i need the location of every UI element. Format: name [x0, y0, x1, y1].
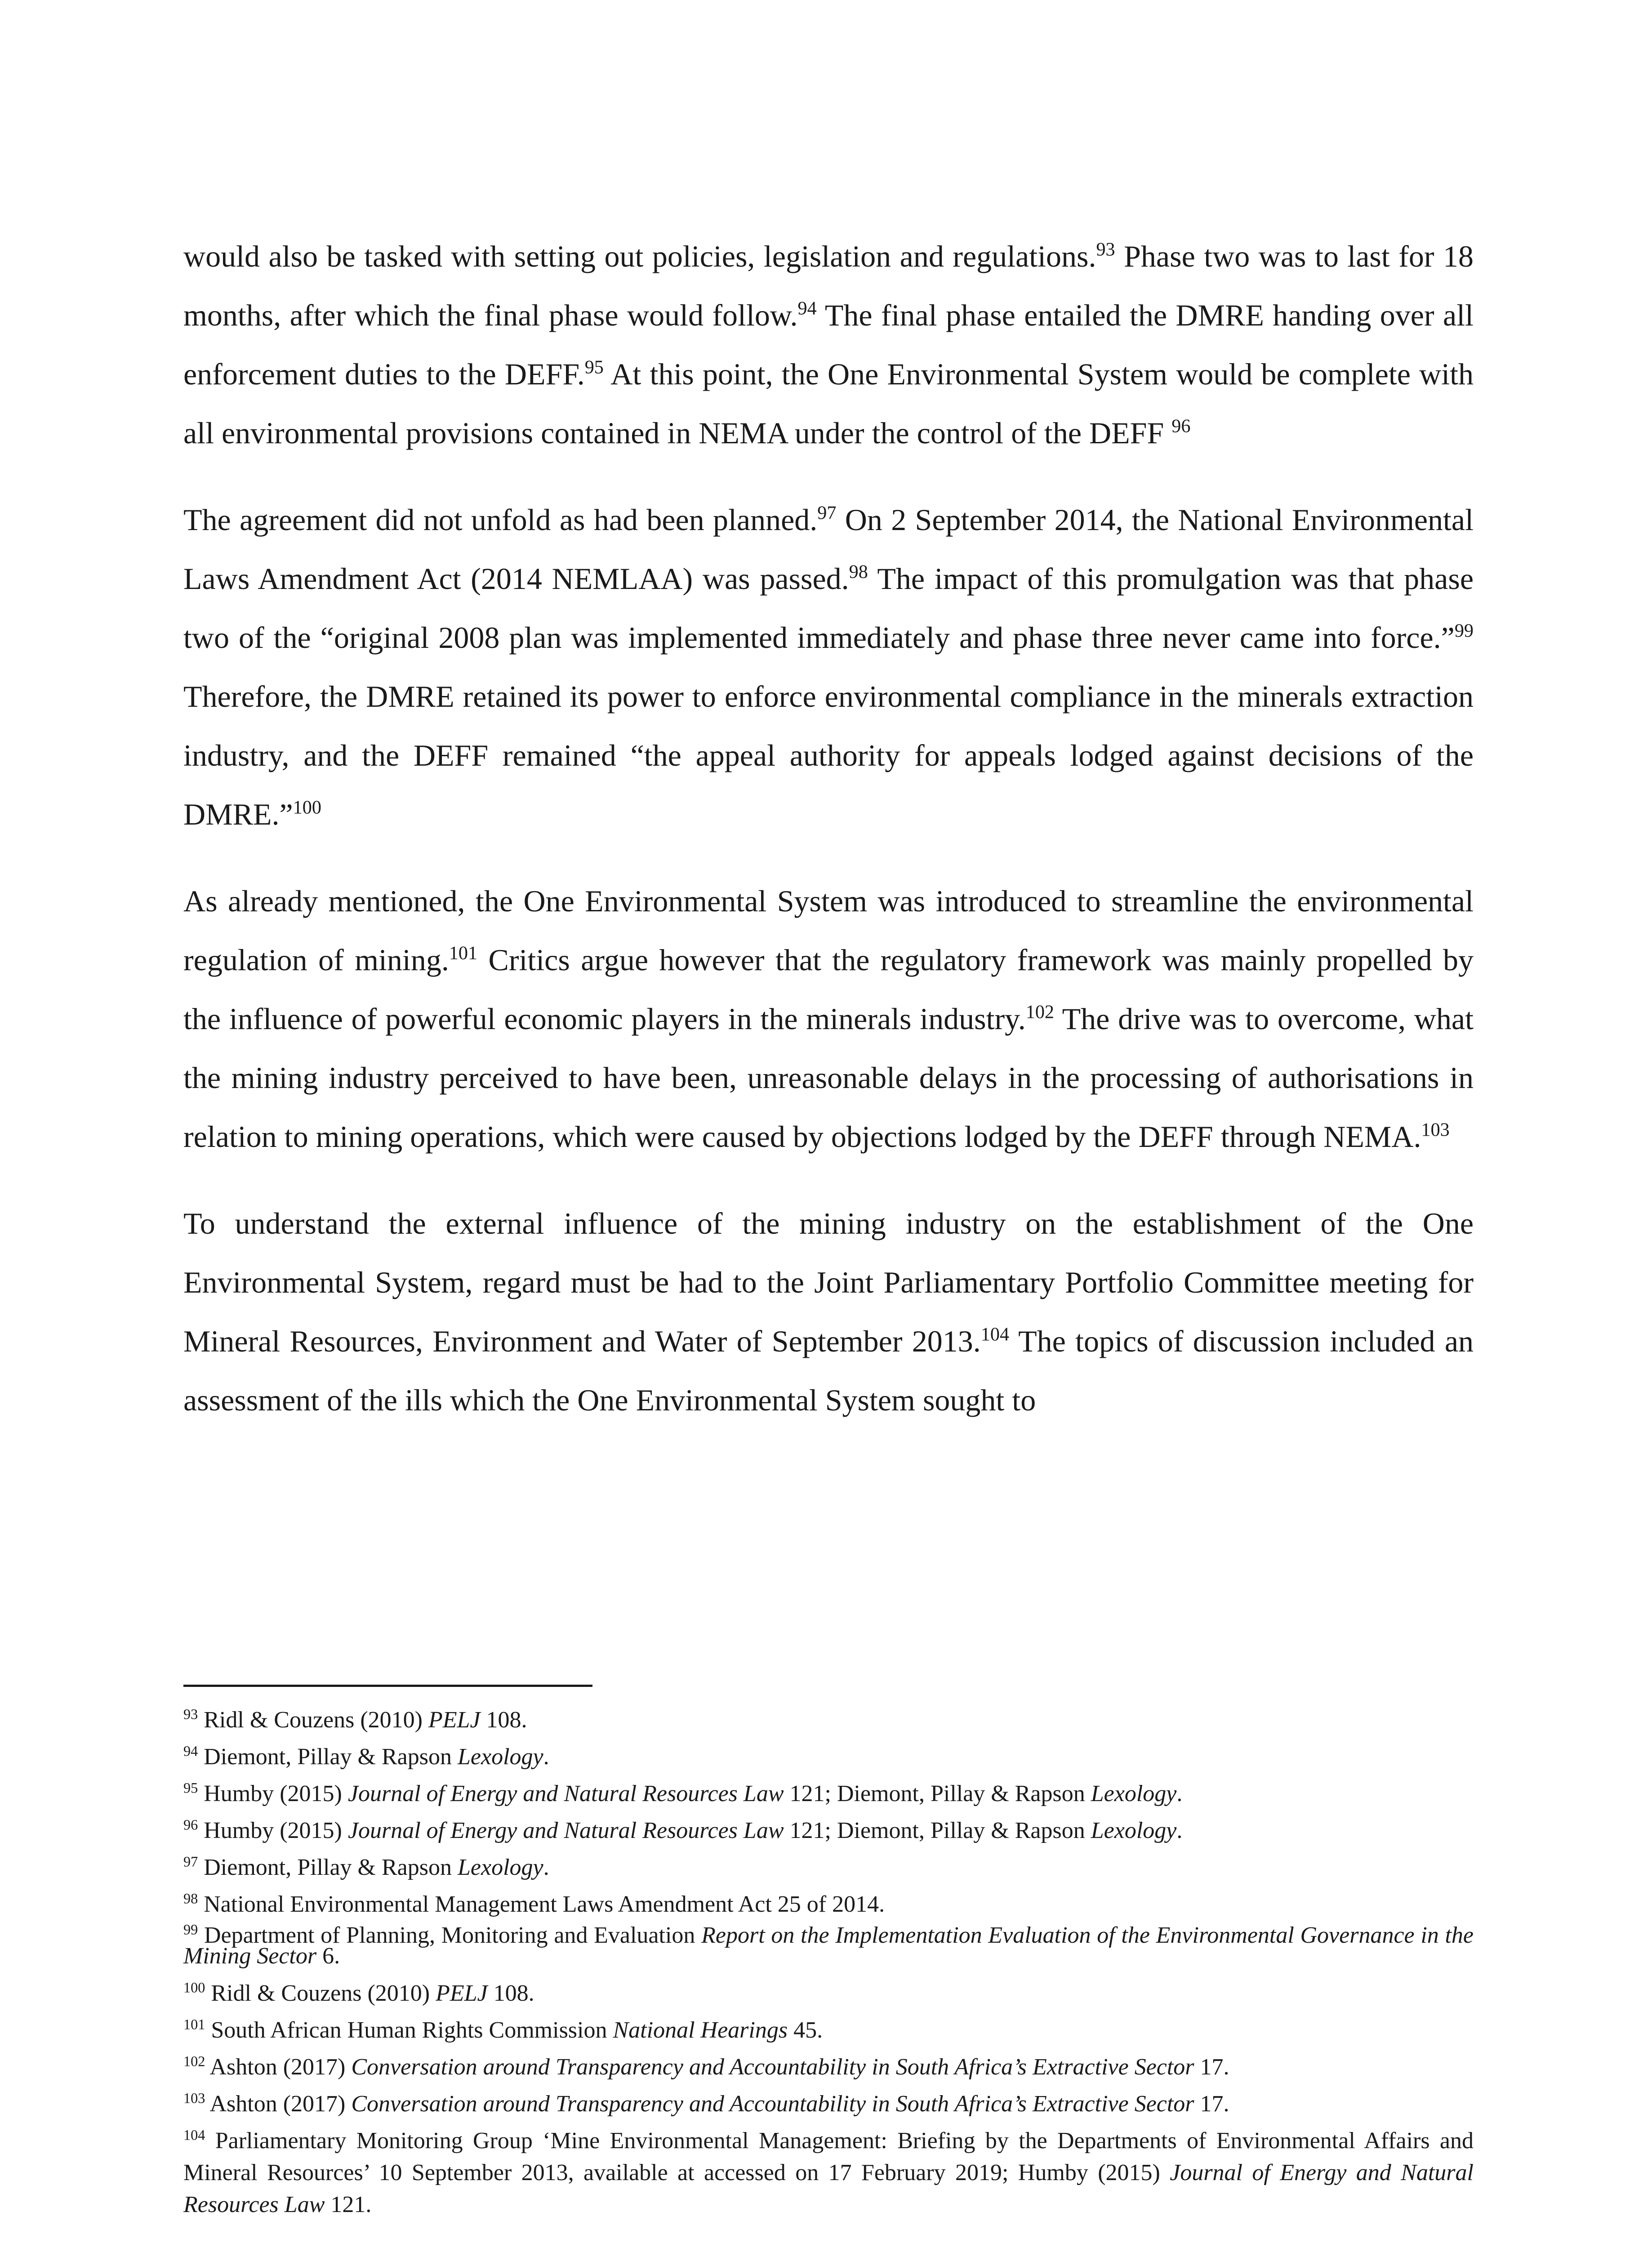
footnote [183, 1741, 1474, 1773]
footnote-text: Ridl & Couzens (2010) [205, 1980, 436, 2006]
paragraph-text: The topics of discussion included an assessment of the ills which the One Environmental System sought to [183, 1324, 1474, 1417]
paragraph-text: The agreement did not unfold as had been planned. [183, 503, 818, 537]
footnote [183, 1778, 1474, 1810]
footnote-reference: 100 [293, 797, 321, 818]
footnote-number: 102 [183, 2053, 205, 2070]
footnote-title: Lexology [458, 1855, 543, 1880]
footnote-reference: 101 [449, 942, 478, 964]
footnote-reference: 95 [584, 357, 604, 378]
footnote-number: 94 [183, 1743, 198, 1759]
footnote-title: Conversation around Transparency and Accountability in South Africa’s Extractive Sector [351, 2054, 1194, 2080]
paragraph-text: Critics argue however that the regulatory framework was mainly propelled by the influence of powerful economic players in the minerals industry. [183, 943, 1474, 1036]
footnote [183, 1815, 1474, 1847]
footnote-title: PELJ [436, 1980, 488, 2006]
paragraph-text: would also be tasked with setting out policies, legislation and regulations. [183, 239, 1096, 273]
footnote [183, 1921, 1474, 1969]
footnote-reference: 93 [1096, 239, 1115, 260]
footnote-title: Lexology [1091, 1781, 1177, 1806]
footnote [183, 1704, 1474, 1736]
footnote-title: National Hearings [613, 2017, 788, 2043]
footnote-number: 98 [183, 1890, 198, 1907]
footnote-text: Department of Planning, Monitoring and Evaluation [198, 1922, 702, 1948]
footnote-text: . [1176, 1818, 1183, 1843]
footnote-text: . [543, 1855, 549, 1880]
footnotes [183, 1704, 1474, 2226]
footnote-text: 108. [480, 1707, 527, 1733]
paragraph-text: On 2 September 2014, the National Environmental Laws Amendment Act (2014 NEMLAA) was passed. [183, 503, 1474, 596]
footnote-number: 104 [183, 2127, 205, 2143]
footnote-number: 99 [183, 1921, 198, 1938]
paragraph-text: Therefore, the DMRE retained its power to enforce environmental compliance in the minerals extraction industry, and the DEFF remained “the appeal authority for appeals lodged against decisions of the DMRE.” [183, 679, 1474, 831]
footnote-number: 95 [183, 1780, 198, 1796]
footnote-number: 93 [183, 1706, 198, 1722]
footnote-text: 45. [788, 2017, 823, 2043]
footnote-reference: 98 [849, 561, 868, 583]
footnote-reference: 99 [1454, 620, 1474, 642]
paragraph-text: The impact of this promulgation was that phase two of the “original 2008 plan was implemented immediately and phase three never came into force.” [183, 562, 1474, 655]
footnote-title: Journal of Energy and Natural Resources Law [347, 1781, 784, 1806]
footnote-text: Diemont, Pillay & Rapson [198, 1855, 458, 1880]
footnote-title: Report on the Implementation Evaluation of the Environmental Governance in the Mining Sector [183, 1922, 1474, 1969]
footnote-number: 101 [183, 2016, 205, 2033]
footnote-text: National Environmental Management Laws Amendment Act 25 of 2014. [198, 1891, 885, 1917]
footnote-text: . [1176, 1781, 1183, 1806]
footnote-text: Humby (2015) [198, 1781, 348, 1806]
footnote [183, 2051, 1474, 2083]
footnote-text: . [543, 1744, 549, 1770]
footnote-number: 100 [183, 1979, 205, 1996]
footnote-title: PELJ [428, 1707, 481, 1733]
footnote-text: Humby (2015) [198, 1818, 348, 1843]
footnote-number: 97 [183, 1853, 198, 1870]
footnote-title: Conversation around Transparency and Accountability in South Africa’s Extractive Sector [351, 2091, 1194, 2117]
footnote [183, 1851, 1474, 1883]
footnote-reference: 102 [1025, 1001, 1054, 1023]
footnote [183, 2014, 1474, 2046]
footnote-title: Lexology [1091, 1818, 1177, 1843]
footnote-title: Journal of Energy and Natural Resources Law [347, 1818, 784, 1843]
footnote-text: Ashton (2017) [205, 2091, 352, 2117]
footnote-number: 96 [183, 1816, 198, 1833]
paragraph [183, 1194, 1474, 1430]
paragraph [183, 491, 1474, 844]
footnote-title: Journal of Energy and Natural Resources Law [183, 2160, 1474, 2217]
footnote-text: 121. [325, 2192, 372, 2217]
paragraph-text: The final phase entailed the DMRE handing over all enforcement duties to the DEFF. [183, 298, 1474, 391]
footnote [183, 1888, 1474, 1920]
footnote-reference: 104 [980, 1324, 1010, 1345]
footnote-text: Ashton (2017) [205, 2054, 352, 2080]
footnote-reference: 97 [817, 502, 837, 524]
footnote [183, 2088, 1474, 2120]
footnote-reference: 103 [1421, 1119, 1450, 1141]
footnote-number: 103 [183, 2090, 205, 2106]
paragraph-text: To understand the external influence of the mining industry on the establishment of the One Environmental System, regard must be had to the Joint Parliamentary Portfolio Committee meeting for Mineral Resources, Environment and Water of September 2013. [183, 1206, 1474, 1358]
footnote [183, 1977, 1474, 2009]
footnote-text: Parliamentary Monitoring Group ‘Mine Environmental Management: Briefing by the Departments of Environmental Affairs and Mineral Resources’ 10 September 2013, available at accessed on 17 February 2019; Humby (2015) [183, 2128, 1474, 2186]
footnote-text: Ridl & Couzens (2010) [198, 1707, 428, 1733]
paragraph-text: The drive was to overcome, what the mining industry perceived to have been, unreasonable delays in the processing of authorisations in relation to mining operations, which were caused by objections lodged by the DEFF through NEMA. [183, 1002, 1474, 1154]
footnote-separator [183, 1685, 592, 1687]
footnote-text: Diemont, Pillay & Rapson [198, 1744, 458, 1770]
footnote-text: South African Human Rights Commission [205, 2017, 613, 2043]
footnote-text: 121; Diemont, Pillay & Rapson [784, 1781, 1091, 1806]
paragraph-text: As already mentioned, the One Environmental System was introduced to streamline the environmental regulation of mining. [183, 884, 1474, 977]
paragraph [183, 227, 1474, 463]
footnote-text: 108. [487, 1980, 534, 2006]
footnote-title: Lexology [458, 1744, 543, 1770]
paragraph [183, 872, 1474, 1166]
footnote-text: 17. [1194, 2091, 1229, 2117]
paragraph-text: Phase two was to last for 18 months, after which the final phase would follow. [183, 239, 1474, 332]
footnote [183, 2125, 1474, 2221]
body-text [183, 227, 1474, 1430]
paragraph-text: At this point, the One Environmental System would be complete with all environmental provisions contained in NEMA under the control of the DEFF [183, 357, 1474, 450]
footnote-reference: 94 [797, 298, 817, 319]
footnote-text: 6. [316, 1943, 340, 1969]
footnote-text: 121; Diemont, Pillay & Rapson [784, 1818, 1091, 1843]
footnote-reference: 96 [1171, 415, 1191, 437]
footnote-text: 17. [1194, 2054, 1229, 2080]
